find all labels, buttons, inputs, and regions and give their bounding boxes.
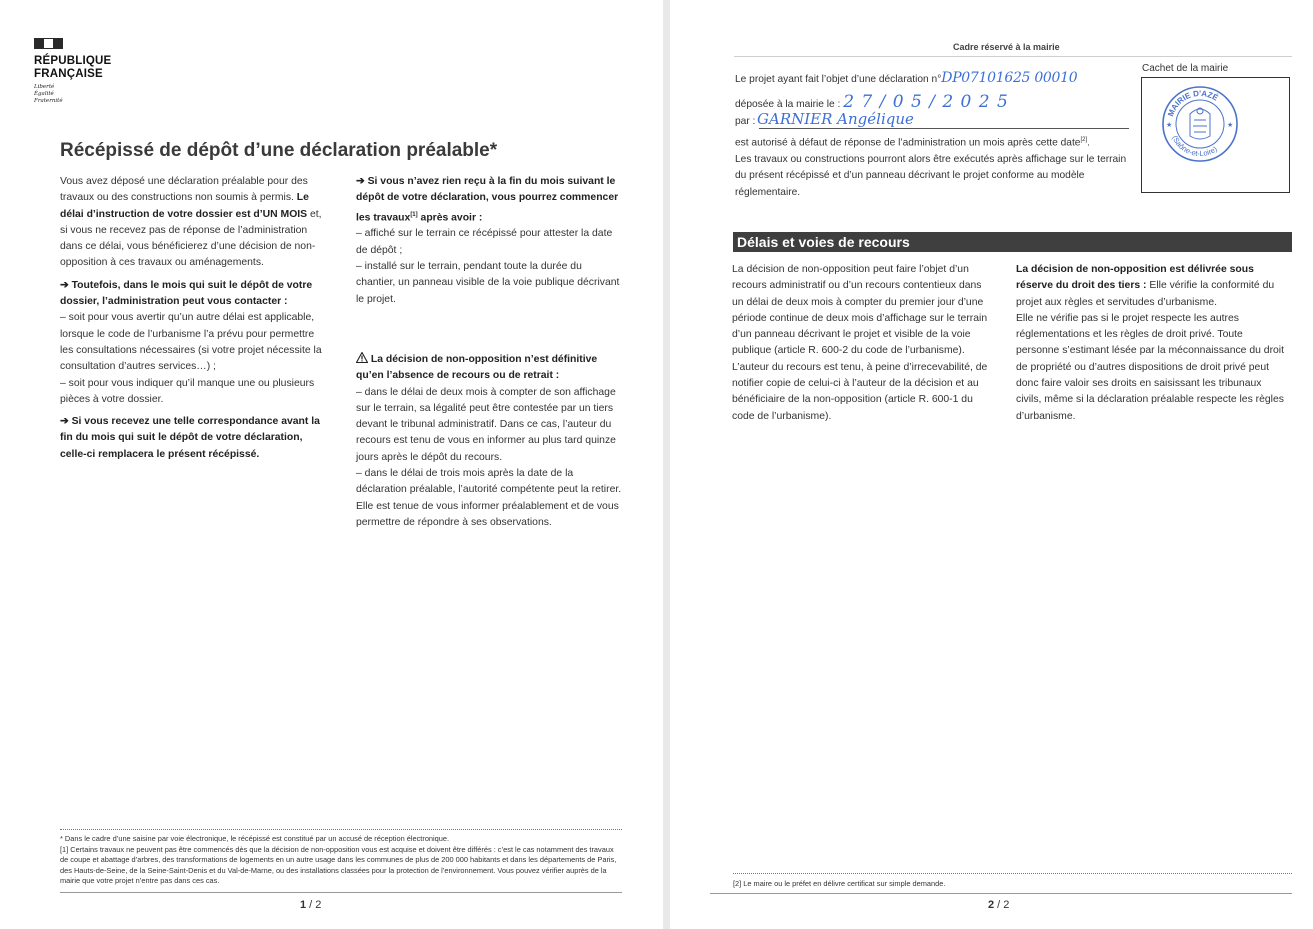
republique-francaise-logo: [34, 38, 111, 104]
recours-left-paragraph-2: L’auteur du recours est tenu, à peine d’irrecevabilité, de notifier copie de celui-ci à l’auteur de la décision et au bénéficiaire de la non-opposition (article R. 600-1 du code de l’urbanisme).: [732, 361, 988, 422]
applicant-line: par : GARNIER Angélique: [735, 116, 1130, 132]
recours-right-column: [1016, 262, 1286, 425]
rien-recu-item-1: – affiché sur le terrain ce récépissé pour attester la date de dépôt ;: [356, 228, 613, 256]
warning-item-2: – dans le délai de trois mois après la date de la déclaration préalable, l’autorité compétente peut la retirer. Elle est tenue de vous informer préalablement et de vous permettre de répondre à ses observations.: [356, 468, 622, 528]
document-title: Récépissé de dépôt d’une déclaration préalable*: [60, 140, 498, 161]
mairie-stamp-icon: [1160, 84, 1240, 164]
declaration-number: DP07101625 00010: [941, 70, 1078, 86]
right-column: [356, 174, 622, 308]
stamp-bottom-text: (Saône-et-Loire): [1170, 134, 1219, 159]
motto-egalite: Égalité: [34, 90, 54, 97]
left-column: [60, 174, 328, 463]
correspondance-heading: ➔ Si vous recevez une telle correspondance avant la fin du mois qui suit le dépôt de votre déclaration, celle-ci remplacera le présent récépissé.: [60, 416, 320, 460]
logo-line-2: FRANÇAISE: [34, 68, 103, 80]
page-number-2: 2 / 2: [988, 899, 1010, 911]
rien-recu-heading: ➔ Si vous n’avez rien reçu à la fin du mois suivant le dépôt de votre déclaration, vous pourrez commencer les travaux[1] après avoir :: [356, 176, 619, 224]
footnote-star: * Dans le cadre d’une saisine par voie électronique, le récépissé est constitué par un accusé de réception électronique.: [60, 834, 450, 843]
cadre-top-rule: [734, 56, 1292, 57]
declaration-line: Le projet ayant fait l’objet d’une déclaration n°DP07101625 00010: [735, 70, 1078, 86]
svg-text:★: ★: [1227, 121, 1234, 129]
recours-right-paragraph-1: La décision de non-opposition est délivrée sous réserve du droit des tiers : Elle vérifie la conformité du projet aux règles et servitudes d’urbanisme.: [1016, 264, 1275, 308]
footnote-divider-2: [733, 873, 1292, 874]
footer-rule: [60, 892, 622, 893]
footnote-ref-1: [1]: [410, 211, 418, 218]
applicant-name: GARNIER Angélique: [757, 110, 914, 128]
intro-paragraph: Vous avez déposé une déclaration préalable pour des travaux ou des constructions non soumis à permis. Le délai d’instruction de votre dossier est d’UN MOIS et, si vous ne recevez pas de réponse de l’administration dans ce délai, vous bénéficierez d’une décision de non-opposition à ces travaux ou aménagements.: [60, 176, 322, 269]
footnote-2: [2] Le maire ou le préfet en délivre certificat sur simple demande.: [733, 879, 946, 888]
toutefois-item-2: – soit pour vous indiquer qu’il manque une ou plusieurs pièces à votre dossier.: [60, 377, 315, 405]
warning-triangle-icon: [356, 352, 368, 363]
mairie-form: [735, 70, 1130, 201]
cachet-label: Cachet de la mairie: [1142, 63, 1229, 74]
rien-recu-item-2: – installé sur le terrain, pendant toute la durée du chantier, un panneau visible de la voie publique décrivant le projet.: [356, 260, 620, 305]
section-header-delais-recours: Délais et voies de recours: [733, 232, 1292, 252]
travaux-text: Les travaux ou constructions pourront alors être exécutés après affichage sur le terrain du présent récépissé et d’un panneau décrivant le projet conforme au modèle réglementaire.: [735, 153, 1127, 198]
footnote-divider: [60, 829, 622, 830]
svg-text:★: ★: [1166, 121, 1173, 129]
footnote-1: [1] Certains travaux ne peuvent pas être commencés dès que la décision de non-opposition vous est acquise et doivent être différés : c’est le cas notamment des travaux de coupe et abattage d’arbres, des transformations de logements en un autre usage dans les communes de plus de 200 000 habitants et dans les départements de Paris, des Hauts-de-Seine, de la Seine-Saint-Denis et du Val-de-Marne, ou des installations classées pour la protection de l’environnement. Vous pouvez vérifier auprès de la mairie que votre projet n’entre pas dans ces cas.: [60, 844, 617, 885]
motto-liberte: Liberté: [34, 84, 55, 90]
page-2: [670, 0, 1313, 929]
stamp-top-text: MAIRIE D'AZÉ: [1166, 88, 1220, 118]
cadre-title: Cadre réservé à la mairie: [953, 42, 1060, 52]
recours-left-paragraph-1: La décision de non-opposition peut faire l’objet d’un recours administratif ou d’un recours contentieux dans un délai de deux mois à compter du premier jour d’une période continue de deux mois d’affichage sur le terrain d’un panneau décrivant le projet et visible de la voie publique (article R. 600-2 du code de l’urbanisme).: [732, 264, 988, 357]
warning-block: [356, 352, 622, 531]
warning-heading: La décision de non-opposition n’est définitive qu’en l’absence de recours ou de retrait :: [356, 354, 598, 382]
cachet-box: [1141, 77, 1290, 193]
marianne-flag-icon: [34, 38, 111, 49]
page-number-1: 1 / 2: [300, 899, 322, 911]
autorise-text: est autorisé à défaut de réponse de l’administration un mois après cette date[2].: [735, 137, 1090, 149]
logo-line-1: RÉPUBLIQUE: [34, 55, 112, 67]
recours-right-paragraph-2: Elle ne vérifie pas si le projet respecte les autres réglementations et les règles de droit privé. Toute personne s’estimant lésée par la méconnaissance du droit de propriété ou d’autres dispositions de droit privé peut donc faire valoir ses droits en saisissant les tribunaux civils, même si la déclaration préalable respecte les règles d’urbanisme.: [1016, 312, 1285, 422]
motto-fraternite: Fraternité: [34, 97, 63, 104]
warning-item-1: – dans le délai de deux mois à compter de son affichage sur le terrain, sa légalité peut être contestée par un tiers devant le tribunal administratif. Dans ce cas, l’auteur du recours est tenu de vous en informer au plus tard quinze jours après le dépôt du recours.: [356, 386, 616, 463]
footnotes-page-1: [60, 834, 622, 887]
deposit-date: 2 7 / 0 5 / 2 0 2 5: [843, 92, 1009, 112]
deposit-date-line: déposée à la mairie le : 2 7 / 0 5 / 2 0 2 5: [735, 92, 1009, 112]
footer-rule-2: [710, 893, 1292, 894]
toutefois-item-1: – soit pour vous avertir qu’un autre délai est applicable, lorsque le code de l’urbanisme l’a prévu pour permettre les consultations nécessaires (si votre projet nécessite la consultation d’autres services…) ;: [60, 312, 322, 373]
recours-left-column: [732, 262, 994, 425]
toutefois-heading: ➔ Toutefois, dans le mois qui suit le dépôt de votre dossier, l’administration peut vous contacter :: [60, 279, 313, 308]
